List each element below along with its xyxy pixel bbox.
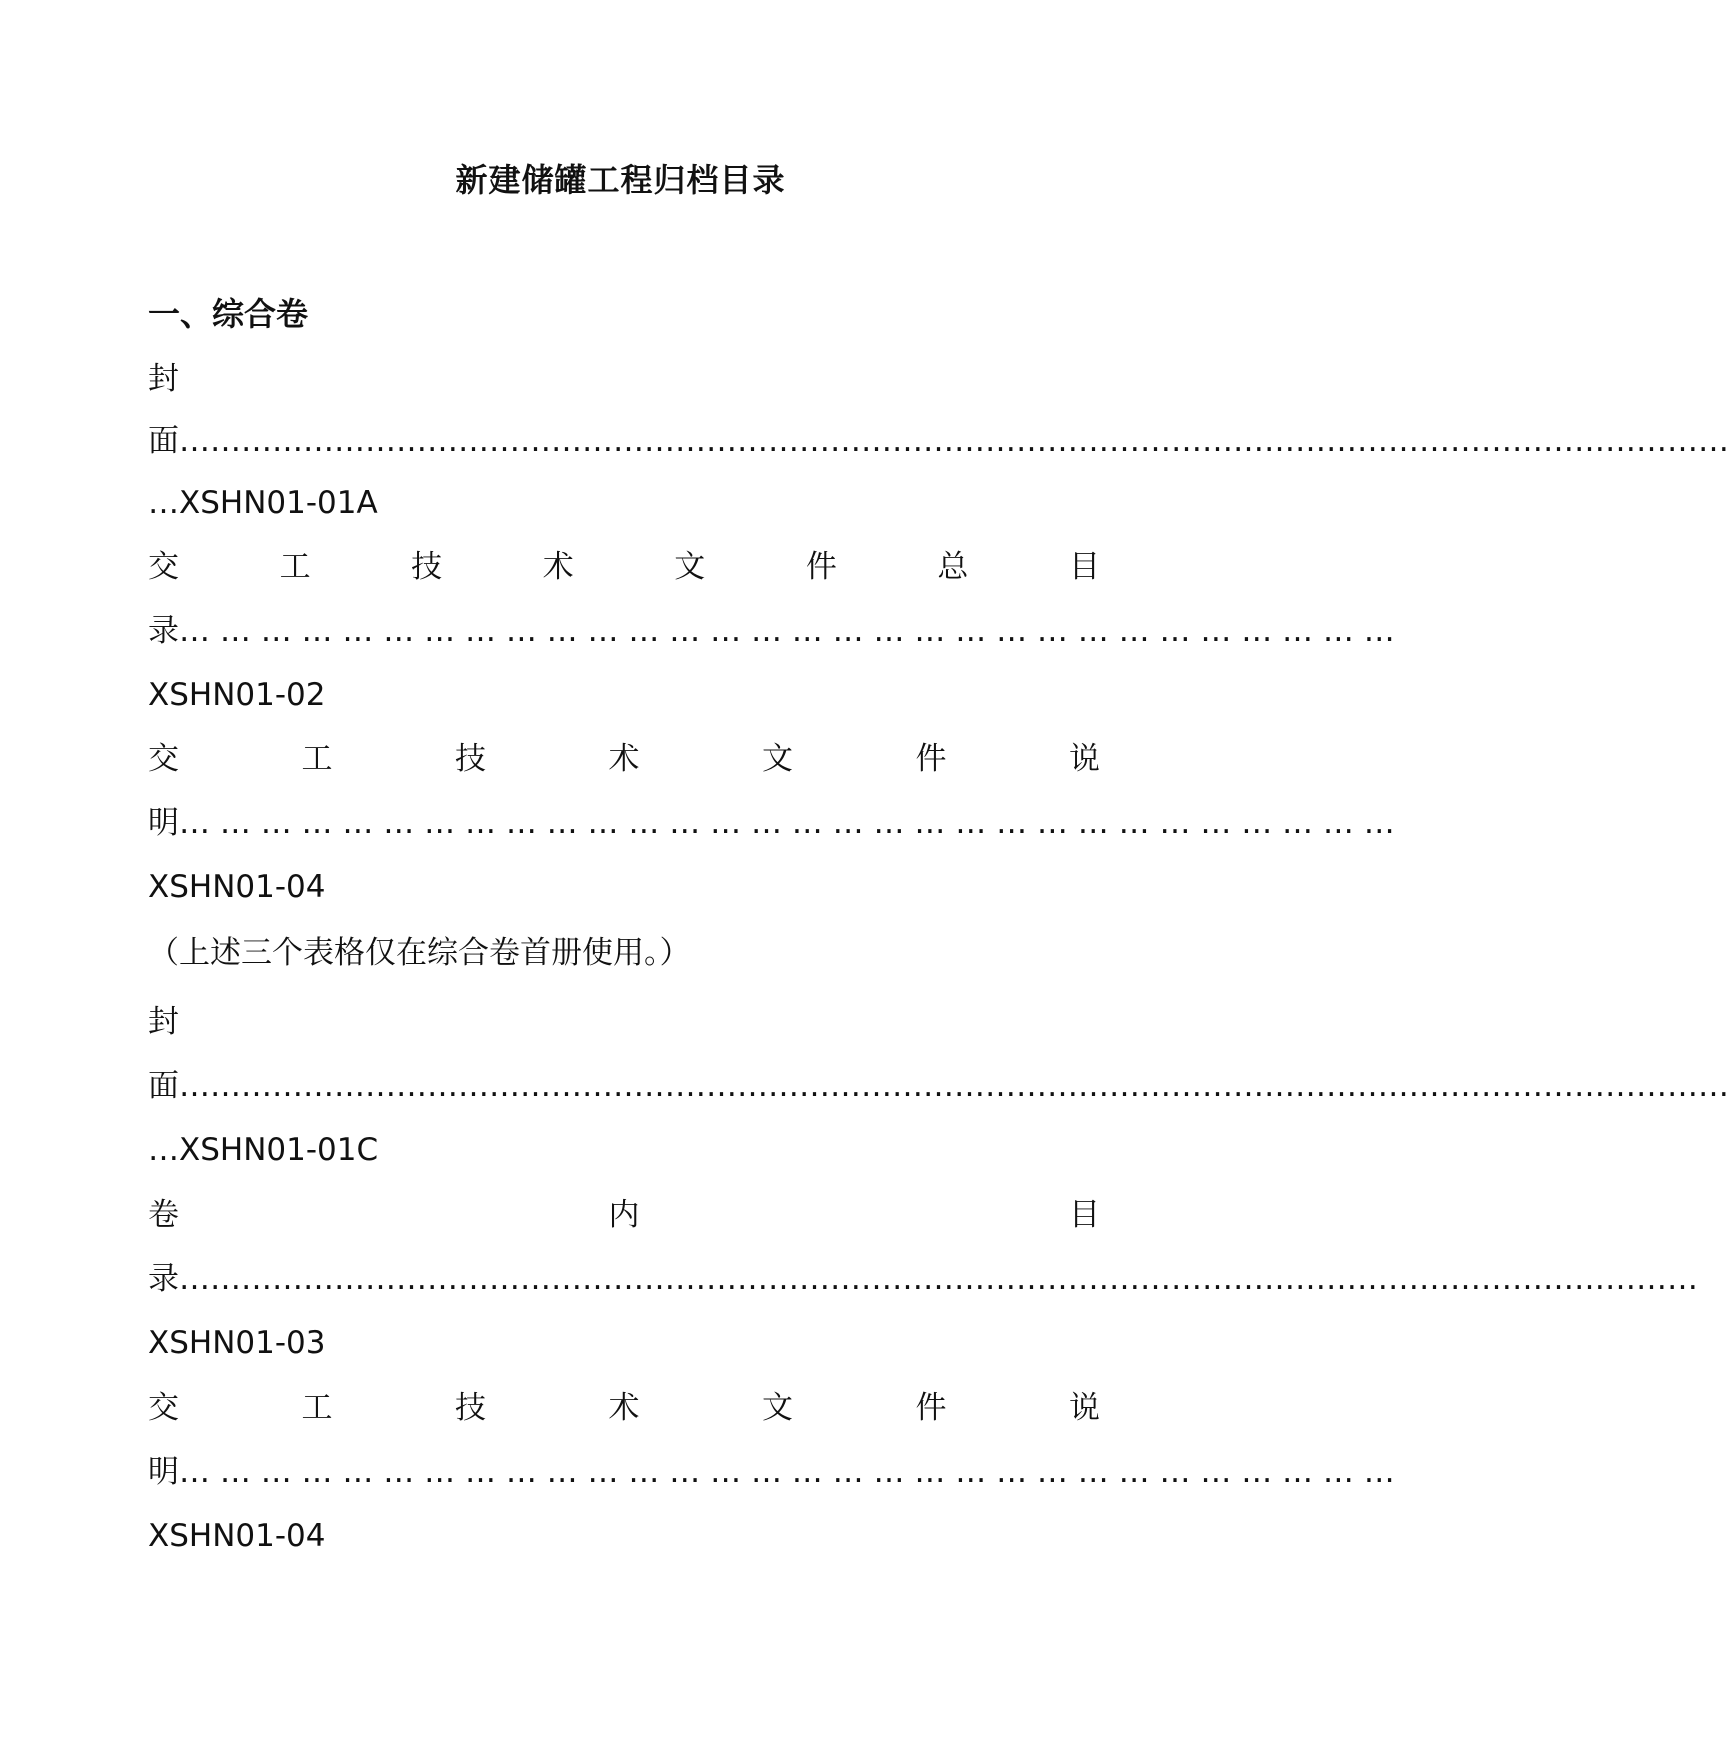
entry-char: 工 — [279, 549, 311, 585]
entry-cover2-name-line — [148, 1002, 1100, 1042]
document-title: 新建储罐工程归档目录 — [455, 161, 786, 199]
entry-char: 录 — [148, 613, 179, 649]
entry-char: 说 — [1069, 741, 1100, 777]
dot-leader: ………………………………………………………………………………………………………………………………… — [179, 1261, 1698, 1297]
entry-explain2-leader-line — [148, 1452, 1395, 1492]
entry-char: 术 — [542, 549, 574, 585]
entry-char: 技 — [411, 549, 443, 585]
entry-explain2-name-line — [148, 1388, 1100, 1428]
dot-leader: … … … … … … … … … … … … … … … … … … … … … … … … … … … … … … — [179, 613, 1395, 649]
entry-char: 录 — [148, 1261, 179, 1297]
entry-char: 件 — [915, 741, 947, 777]
entry-char: 说 — [1069, 1390, 1100, 1426]
entry-char: 目 — [1068, 549, 1100, 585]
entry-char: 卷 — [148, 1197, 179, 1233]
entry-cover-name-line — [148, 359, 1100, 399]
entry-char: 总 — [937, 549, 969, 585]
entry-cover-leader-line — [148, 421, 1729, 461]
entry-char: 交 — [148, 741, 179, 777]
dot-leader: … … … … … … … … … … … … … … … … … … … … … … … … … … … … … … — [179, 805, 1395, 841]
entry-code: XSHN01-03 — [148, 1325, 326, 1361]
entry-char: 内 — [608, 1197, 640, 1233]
entry-volume-name-line — [148, 1195, 1100, 1235]
entry-char: 术 — [608, 741, 640, 777]
dot-leader: … … … … … … … … … … … … … … … … … … … … … … … … … … … … … … — [179, 1454, 1395, 1490]
entry-char: 工 — [301, 1390, 333, 1426]
entry-cover2-leader-line — [148, 1066, 1729, 1106]
entry-char: 件 — [915, 1390, 947, 1426]
entry-summary-name-line — [148, 547, 1100, 587]
entry-char: 技 — [455, 741, 486, 777]
entry-char: 交 — [148, 549, 179, 585]
entry-char: 面 — [148, 423, 179, 459]
entry-char: 封 — [148, 1004, 179, 1040]
entry-char: 明 — [148, 805, 179, 841]
dot-leader: …………………………………………………………………………………………………………………………………… — [179, 1068, 1729, 1104]
entry-char: 工 — [301, 741, 333, 777]
entry-summary-leader-line — [148, 611, 1395, 651]
entry-explain-name-line — [148, 739, 1100, 779]
usage-note: （上述三个表格仅在综合卷首册使用。） — [148, 935, 691, 971]
entry-code: XSHN01-02 — [148, 677, 326, 713]
dot-leader: …………………………………………………………………………………………………………………………………… — [179, 423, 1729, 459]
entry-char: 文 — [674, 549, 706, 585]
entry-char: 文 — [762, 1390, 793, 1426]
section-heading: 一、综合卷 — [148, 295, 309, 333]
entry-explain-leader-line — [148, 803, 1395, 843]
entry-char: 术 — [608, 1390, 640, 1426]
entry-volume-leader-line — [148, 1259, 1698, 1299]
entry-char: 交 — [148, 1390, 179, 1426]
entry-char: 面 — [148, 1068, 179, 1104]
entry-char: 封 — [148, 361, 179, 397]
entry-char: 件 — [805, 549, 837, 585]
entry-code: XSHN01-04 — [148, 869, 326, 905]
entry-char: 明 — [148, 1454, 179, 1490]
entry-char: 技 — [455, 1390, 486, 1426]
entry-char: 文 — [762, 741, 793, 777]
entry-code: …XSHN01-01C — [148, 1132, 379, 1168]
entry-code: …XSHN01-01A — [148, 485, 378, 521]
entry-char: 目 — [1069, 1197, 1100, 1233]
entry-code: XSHN01-04 — [148, 1518, 326, 1554]
